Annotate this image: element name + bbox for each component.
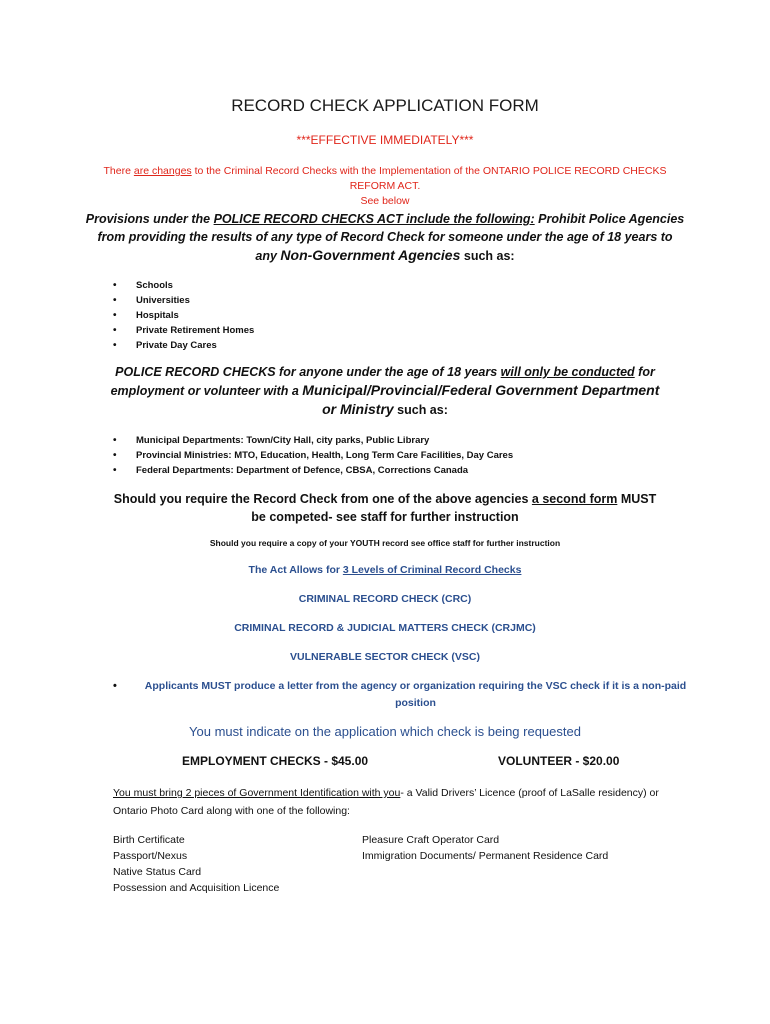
list-item: • Federal Departments: Department of Defence, CBSA, Corrections Canada (113, 463, 633, 478)
act-allows-levels: 3 Levels of Criminal Record Checks (342, 564, 522, 576)
identification-text: - a Valid Drivers’ Licence (proof of LaSalle residency) or Ontario Photo Card along with one of the following: (113, 787, 659, 817)
provisions-paragraph (85, 210, 685, 265)
bullet-icon: • (113, 680, 117, 692)
should-text-1: Should you require the Record Check from one of the above agencies (113, 492, 532, 506)
list-item: Birth Certificate (113, 834, 185, 846)
list-item: Possession and Acquisition Licence (113, 882, 280, 894)
applicants-note (113, 678, 693, 712)
list-item: • Private Day Cares (113, 338, 513, 353)
page-title: RECORD CHECK APPLICATION FORM (231, 96, 539, 115)
list-item: Immigration Documents/ Permanent Residence Card (362, 850, 609, 862)
provisions-act: POLICE RECORD CHECKS ACT include the following: (213, 212, 535, 226)
second-form-notice (110, 490, 660, 526)
changes-text-2: to the Criminal Record Checks with the Implementation of the ONTARIO POLICE RECORD CHECKS REFORM ACT. (191, 165, 667, 192)
level-crjmc: CRIMINAL RECORD & JUDICIAL MATTERS CHECK (CRJMC) (234, 622, 536, 634)
provisions-text-1: Provisions under the (85, 212, 214, 226)
police-such-as: such as: (393, 403, 448, 417)
non-government-label: Non-Government Agencies (280, 247, 461, 263)
list-item: • Private Retirement Homes (113, 323, 513, 338)
identification-requirements (113, 784, 673, 820)
employment-fee: EMPLOYMENT CHECKS - $45.00 (182, 754, 369, 768)
police-text-2: for employment or volunteer with a (110, 365, 655, 398)
changes-underlined: are changes (133, 165, 192, 177)
government-label: Municipal/Provincial/Federal Government Department or Ministry (302, 382, 660, 417)
id-list-left (113, 832, 353, 896)
level-vsc: VULNERABLE SECTOR CHECK (VSC) (290, 651, 480, 663)
indicate-check-note: You must indicate on the application which check is being requested (189, 724, 581, 739)
provisions-text-2: Prohibit Police Agencies from providing the results of any type of Record Check for someone under the age of 18 years to any (97, 212, 685, 263)
act-allows-text: The Act Allows for (248, 564, 343, 576)
id-list-right (362, 832, 682, 864)
government-list (113, 433, 633, 478)
list-item: Native Status Card (113, 866, 202, 878)
list-item: • Schools (113, 278, 513, 293)
applicants-note-text: Applicants MUST produce a letter from the agency or organization requiring the VSC check if it is a non-paid position (144, 680, 687, 709)
youth-record-note: Should you require a copy of your YOUTH record see office staff for further instruction (209, 538, 561, 548)
effective-notice: ***EFFECTIVE IMMEDIATELY*** (296, 133, 474, 147)
list-item: • Universities (113, 293, 513, 308)
list-item: • Hospitals (113, 308, 513, 323)
list-item: • Provincial Ministries: MTO, Education, Health, Long Term Care Facilities, Day Cares (113, 448, 633, 463)
non-government-list (113, 278, 513, 353)
list-item: Passport/Nexus (113, 850, 188, 862)
police-paragraph (105, 363, 665, 419)
act-allows-heading (0, 564, 770, 576)
should-text-2: MUST be competed- see staff for further instruction (251, 492, 657, 524)
list-item: • Municipal Departments: Town/City Hall, city parks, Public Library (113, 433, 633, 448)
changes-notice (90, 164, 680, 194)
level-crc: CRIMINAL RECORD CHECK (CRC) (298, 593, 472, 605)
see-below-note: See below (360, 195, 410, 207)
list-item: Pleasure Craft Operator Card (362, 834, 500, 846)
changes-text-1: There (103, 165, 134, 177)
volunteer-fee: VOLUNTEER - $20.00 (498, 754, 620, 768)
identification-underlined: You must bring 2 pieces of Government Identification with you (113, 787, 401, 799)
police-text-1: POLICE RECORD CHECKS for anyone under the age of 18 years (115, 365, 501, 379)
police-underlined: will only be conducted (500, 365, 635, 379)
second-form-underlined: a second form (531, 492, 618, 506)
provisions-such-as: such as: (460, 249, 515, 263)
